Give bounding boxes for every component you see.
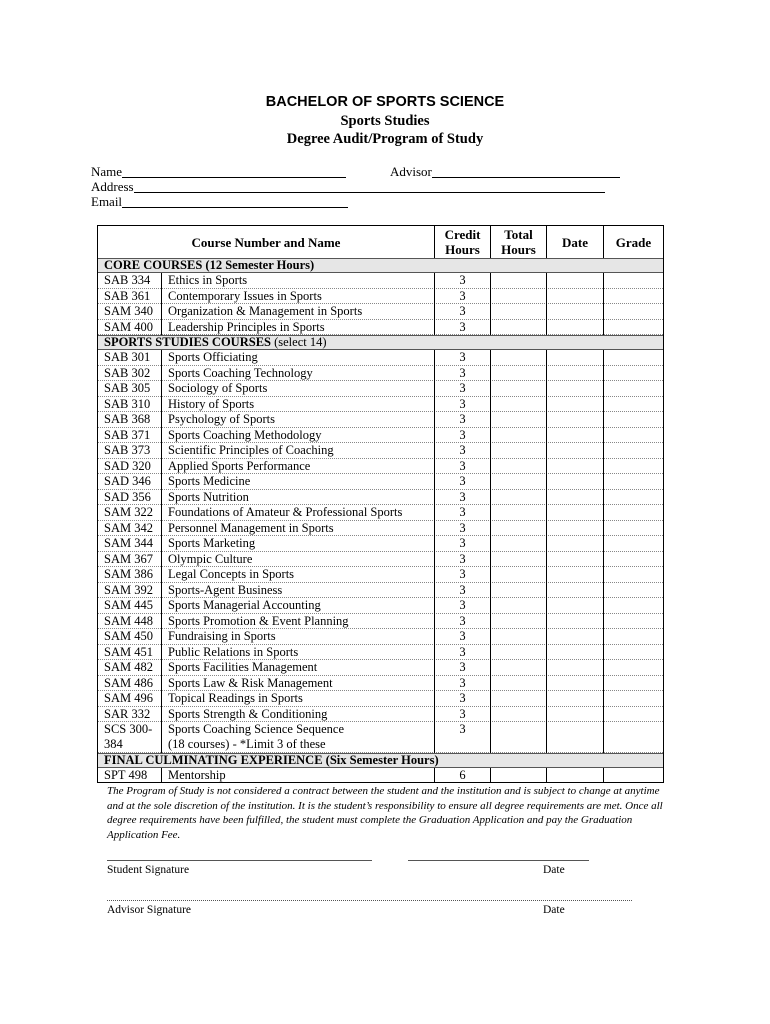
grid-line [603,768,604,782]
course-name: Topical Readings in Sports [168,691,303,705]
table-row[interactable] [98,552,663,568]
credit-hours: 3 [459,520,466,535]
address-blank[interactable] [134,179,605,193]
table-row[interactable] [98,381,663,397]
grid-line [434,768,435,782]
final-section-title: FINAL CULMINATING EXPERIENCE (Six Semester Hours) [98,753,663,768]
document-title: BACHELOR OF SPORTS SCIENCE [265,94,505,110]
course-code: SAB 371 [104,427,151,442]
address-label: Address [91,179,134,194]
total-hours-header: Total Hours [501,227,536,257]
course-name: Psychology of Sports [168,412,275,426]
student-date-label: Date [543,864,565,876]
course-code: SAD 320 [104,458,151,473]
table-row[interactable] [98,459,663,475]
table-row[interactable] [98,412,663,428]
course-name: Sports-Agent Business [168,582,283,597]
course-code: SAB 305 [104,381,151,395]
credit-hours: 3 [459,598,466,612]
course-code: SAB 361 [104,288,151,303]
credit-hours: 3 [459,427,466,442]
course-name: Sports Promotion & Event Planning [168,613,349,628]
grid-line [434,226,435,258]
credit-hours: 3 [459,381,466,395]
course-name: Contemporary Issues in Sports [168,288,322,303]
course-name: Sports Facilities Management [168,660,318,674]
grade-header: Grade [615,234,652,250]
student-signature-line[interactable] [107,860,372,861]
table-row[interactable]: SPT 498 Mentorship 6 [104,768,466,782]
table-row[interactable] [98,320,663,336]
course-code: SAM 482 [104,660,153,674]
course-code: SAB 301 [104,350,151,364]
core-section-title: CORE COURSES (12 Semester Hours) [98,258,663,273]
credit-hours: 3 [459,304,466,318]
course-name: Ethics in Sports [168,273,248,287]
name-label: Name [91,164,123,179]
course-code: SAB 368 [104,412,151,426]
credit-hours: 3 [459,644,466,659]
name-field[interactable] [91,164,346,180]
email-field[interactable] [91,194,348,210]
credit-hours: 3 [459,288,466,303]
credit-hours: 3 [459,660,466,674]
credit-hours: 3 [459,443,466,457]
credit-hours: 3 [459,319,466,334]
credit-hours: 3 [459,691,466,705]
course-code: SAM 322 [104,505,153,519]
credit-hours-header: Credit Hours [444,227,481,257]
course-name: Leadership Principles in Sports [168,319,325,334]
table-row[interactable] [98,505,663,521]
course-code: SAM 342 [104,520,153,535]
table-row[interactable] [98,304,663,320]
course-code: SAM 344 [104,536,153,550]
address-field[interactable] [91,179,605,195]
student-signature-label: Student Signature [107,864,190,876]
credit-hours: 3 [459,412,466,426]
table-row[interactable] [98,521,663,537]
program-subtitle: Sports Studies [340,113,430,129]
course-code: SAM 392 [104,582,153,597]
course-name: Public Relations in Sports [168,644,299,659]
credit-hours: 3 [459,675,466,690]
course-code: SAM 451 [104,644,153,659]
table-row[interactable] [98,289,663,305]
course-code: SAB 334 [104,273,151,287]
student-date-line[interactable] [408,860,589,861]
credit-hours: 3 [459,396,466,411]
course-name: Sports Medicine [168,474,251,488]
course-name: History of Sports [168,396,255,411]
table-row[interactable] [98,273,663,289]
credit-hours: 3 [459,706,466,721]
course-code: SAM 340 [104,304,153,318]
credit-hours: 3 [459,567,466,581]
course-code: SAM 486 [104,675,153,690]
grid-line [603,273,604,335]
credit-hours: 3 [459,551,466,566]
course-name: Sports Nutrition [168,489,249,504]
table-row[interactable]: SCS 300- 384 Sports Coaching Science Sequence (18 courses) - *Limit 3 of these 3 [98,722,663,753]
course-name: Olympic Culture [168,551,253,566]
table-row[interactable] [98,629,663,645]
advisor-field[interactable] [390,164,620,180]
grid-line [490,273,491,335]
email-blank[interactable] [122,194,348,208]
course-code: SAR 332 [104,706,151,721]
course-name: Applied Sports Performance [168,458,311,473]
grid-line [161,768,162,782]
course-name: Personnel Management in Sports [168,520,334,535]
table-row[interactable] [98,366,663,382]
table-row[interactable] [98,645,663,661]
table-row[interactable] [98,474,663,490]
table-row[interactable] [98,490,663,506]
program-disclaimer: The Program of Study is not considered a contract between the student and the institution and is subject to change at anytime and at the sole discretion of the institution. It is the student’s responsibility to ensure all degree requirements are met. Once all degree requirements have been fulfilled, the student must complete the Graduation Application and pay the Graduation Application Fee. [107,785,663,841]
grid-line [546,226,547,258]
course-code: SAB 302 [104,365,151,380]
advisor-label: Advisor [390,164,432,179]
course-code: SAM 400 [104,319,153,334]
grid-line [161,350,162,753]
course-name: Sports Officiating [168,350,258,364]
grid-line [603,350,604,753]
credit-hours: 3 [459,629,466,643]
table-row[interactable] [98,614,663,630]
course-name: Legal Concepts in Sports [168,567,295,581]
table-row[interactable] [98,660,663,676]
course-name: Scientific Principles of Coaching [168,443,334,457]
course-name: Sports Coaching Methodology [168,427,322,442]
course-code: SAM 386 [104,567,153,581]
advisor-date-label: Date [543,904,565,916]
studies-section-title: SPORTS STUDIES COURSES (select 14) [98,335,663,350]
course-code: SAM 445 [104,598,153,612]
grid-line [434,350,435,753]
credit-hours: 3 [459,613,466,628]
course-code: SAM 448 [104,613,153,628]
course-code: SAD 346 [104,474,151,488]
email-label: Email [91,194,123,209]
course-name: Sports Managerial Accounting [168,598,321,612]
credit-hours: 3 [459,489,466,504]
grid-line [161,273,162,335]
credit-hours: 3 [459,474,466,488]
credit-hours: 3 [459,505,466,519]
advisor-signature-label: Advisor Signature [107,904,192,916]
grid-line [603,226,604,258]
table-row[interactable] [98,443,663,459]
course-name: Foundations of Amateur & Professional Sports [168,505,403,519]
table-row[interactable] [98,583,663,599]
credit-hours: 3 [459,365,466,380]
course-name: Sports Coaching Technology [168,365,313,380]
course-code: SAM 450 [104,629,153,643]
course-name: Organization & Management in Sports [168,304,363,318]
credit-hours: 3 [459,350,466,364]
course-name: Sports Marketing [168,536,256,550]
grid-line [546,273,547,335]
course-column-header: Course Number and Name [191,234,341,250]
table-row[interactable] [98,350,663,366]
name-blank[interactable] [122,164,346,178]
grid-line [434,273,435,335]
grid-line [490,768,491,782]
course-name: Sports Strength & Conditioning [168,706,328,721]
course-name: Sociology of Sports [168,381,268,395]
course-code: SAM 496 [104,691,153,705]
table-row[interactable] [98,536,663,552]
advisor-signature-line[interactable] [107,900,632,901]
table-row[interactable] [98,676,663,692]
table-row[interactable] [98,707,663,723]
table-row[interactable] [98,397,663,413]
table-row[interactable] [98,567,663,583]
course-code: SAM 367 [104,551,153,566]
table-header [98,226,663,258]
course-table [97,225,664,783]
credit-hours: 3 [459,273,466,287]
credit-hours: 3 [459,536,466,550]
course-code: SAB 310 [104,396,151,411]
grid-line [490,226,491,258]
grid-line [546,768,547,782]
course-code: SAD 356 [104,489,151,504]
course-code: SAB 373 [104,443,151,457]
table-row[interactable] [98,691,663,707]
document-type: Degree Audit/Program of Study [286,131,484,147]
table-row[interactable] [98,428,663,444]
advisor-blank[interactable] [432,164,620,178]
course-name: Fundraising in Sports [168,629,276,643]
credit-hours: 3 [459,582,466,597]
table-row[interactable] [98,598,663,614]
date-header: Date [562,234,588,250]
grid-line [546,350,547,753]
grid-line [490,350,491,753]
credit-hours: 3 [459,458,466,473]
course-name: Sports Law & Risk Management [168,675,333,690]
